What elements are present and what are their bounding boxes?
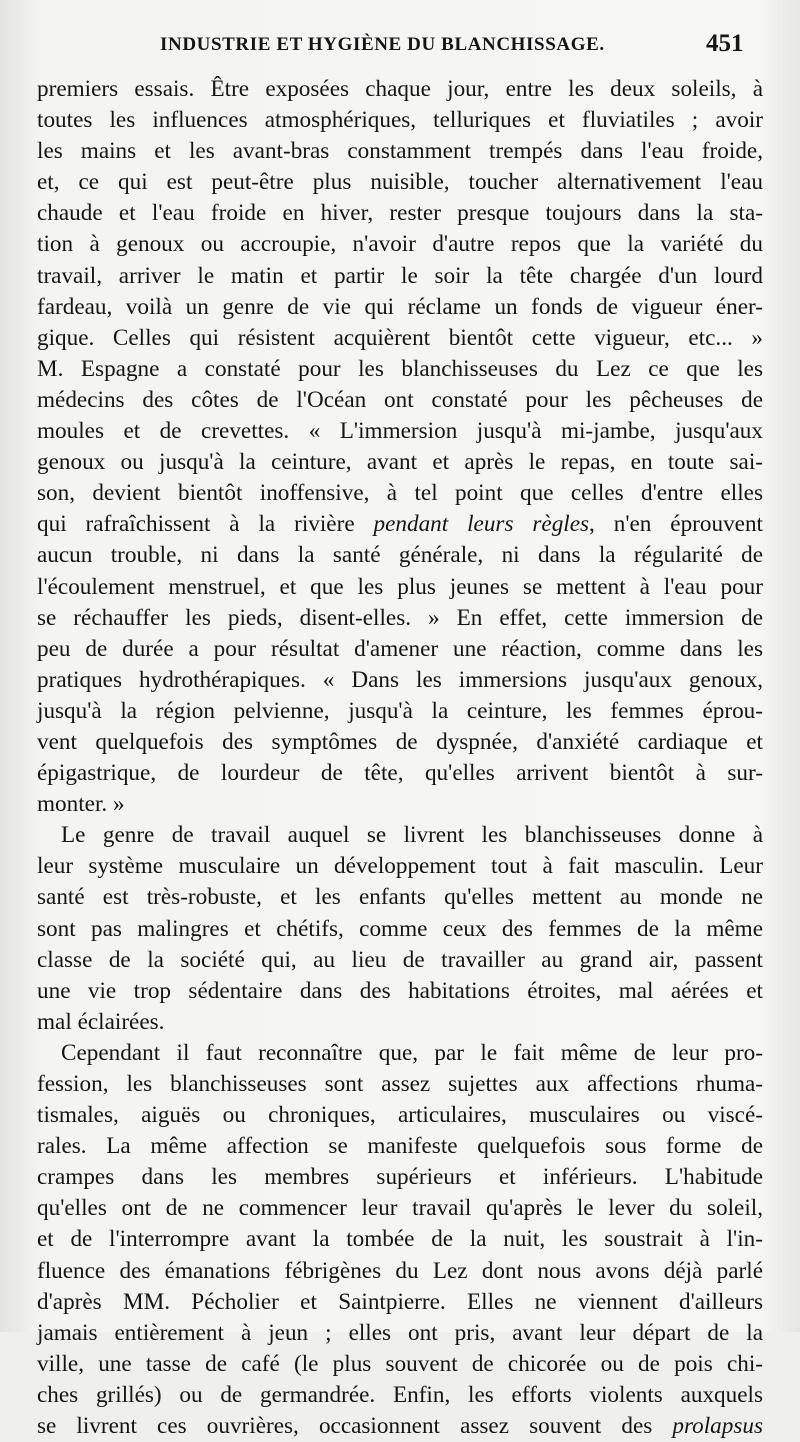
- text-line: [37, 478, 763, 509]
- text-segment: rales. La même affection se manifeste quelquefois sous forme de: [37, 1133, 763, 1160]
- text-segment: premiers essais. Être exposées chaque jour, entre les deux soleils, à: [37, 76, 763, 102]
- text-segment: médecins des côtes de l'Océan ont constaté pour les pêcheuses de: [37, 386, 763, 413]
- text-segment: jusqu'à la région pelvienne, jusqu'à la ceinture, les femmes éprou-: [37, 697, 763, 724]
- text-segment: aucun trouble, ni dans la santé générale, ni dans la régularité de: [37, 542, 763, 569]
- text-line: [37, 727, 763, 758]
- text-line: [37, 416, 763, 447]
- text-line: [37, 914, 763, 945]
- text-segment: peu de durée a pour résultat d'amener une réaction, comme dans les: [37, 635, 763, 662]
- text-line: [37, 945, 763, 976]
- text-line: [37, 1380, 763, 1411]
- text-segment: santé est très-robuste, et les enfants qu'elles mettent au monde ne: [37, 884, 763, 911]
- text-segment: son, devient bientôt inoffensive, à tel point que celles d'entre elles: [37, 480, 763, 507]
- text-segment: vent quelquefois des symptômes de dyspnée, d'anxiété cardiaque et: [37, 728, 763, 755]
- text-line: [37, 385, 763, 416]
- text-line: [37, 1100, 763, 1131]
- text-segment: l'écoulement menstruel, et que les plus jeunes se mettent à l'eau pour: [37, 573, 763, 600]
- text-segment: Cependant il faut reconnaître que, par le fait même de leur pro-: [61, 1039, 763, 1066]
- text-line: [37, 1287, 763, 1318]
- text-segment: gique. Celles qui résistent acquièrent bientôt cette vigueur, etc... »: [37, 324, 763, 351]
- text-line: [37, 1131, 763, 1162]
- text-segment: classe de la société qui, au lieu de travailler au grand air, passent: [37, 946, 763, 973]
- text-line: [37, 976, 763, 1007]
- text-line: [37, 696, 763, 727]
- text-line: [37, 851, 763, 882]
- text-line: [37, 1411, 763, 1442]
- text-segment: , n'en éprouvent: [589, 511, 763, 538]
- text-line: [37, 1162, 763, 1193]
- text-line: [37, 74, 763, 105]
- text-segment: fardeau, voilà un genre de vie qui réclame un fonds de vigueur éner-: [37, 293, 763, 320]
- text-line: [37, 540, 763, 571]
- text-line: [37, 509, 763, 540]
- text-line: [37, 1224, 763, 1255]
- text-line: [37, 1318, 763, 1349]
- text-segment: et de l'interrompre avant la tombée de la nuit, les soustrait à l'in-: [37, 1226, 763, 1253]
- text-segment: les mains et les avant-bras constamment trempés dans l'eau froide,: [37, 138, 763, 165]
- text-segment: pratiques hydrothérapiques. « Dans les immersions jusqu'aux genoux,: [37, 666, 763, 693]
- page-header: [0, 30, 800, 64]
- text-segment: tion à genoux ou accroupie, n'avoir d'autre repos que la variété du: [37, 231, 763, 258]
- text-line: [37, 136, 763, 167]
- text-segment: toutes les influences atmosphériques, telluriques et fluviatiles ; avoir: [37, 107, 763, 134]
- body-text: [37, 74, 763, 1442]
- text-line: [37, 105, 763, 136]
- text-line: [37, 665, 763, 696]
- text-segment: se réchauffer les pieds, disent-elles. » En effet, cette immersion de: [37, 604, 763, 631]
- text-line: [37, 167, 763, 198]
- text-line: [37, 447, 763, 478]
- text-segment: sont pas malingres et chétifs, comme ceux des femmes de la même: [37, 915, 763, 942]
- text-segment: genoux ou jusqu'à la ceinture, avant et après le repas, en toute sai-: [37, 449, 763, 476]
- text-line: [37, 1038, 763, 1069]
- text-line: [37, 634, 763, 665]
- running-title: INDUSTRIE ET HYGIÈNE DU BLANCHISSAGE.: [160, 34, 605, 55]
- text-segment: jamais entièrement à jeun ; elles ont pris, avant leur départ de la: [37, 1319, 763, 1346]
- text-segment: une vie trop sédentaire dans des habitations étroites, mal aérées et: [37, 977, 763, 1004]
- text-segment: fluence des émanations fébrigènes du Lez dont nous avons déjà parlé: [37, 1257, 763, 1284]
- text-line: [37, 1007, 763, 1038]
- text-segment: travail, arriver le matin et partir le soir la tête chargée d'un lourd: [37, 262, 763, 289]
- text-line: [37, 354, 763, 385]
- text-segment: monter. »: [37, 791, 125, 818]
- text-line: [37, 820, 763, 851]
- text-segment: chaude et l'eau froide en hiver, rester presque toujours dans la sta-: [37, 200, 763, 227]
- text-segment: mal éclairées.: [37, 1008, 165, 1035]
- text-line: [37, 229, 763, 260]
- text-segment: ches grillés) ou de germandrée. Enfin, les efforts violents auxquels: [37, 1381, 763, 1408]
- text-line: [37, 323, 763, 354]
- text-segment: crampes dans les membres supérieurs et inférieurs. L'habitude: [37, 1164, 763, 1191]
- text-segment: M. Espagne a constaté pour les blanchisseuses du Lez ce que les: [37, 355, 763, 382]
- text-segment: d'après MM. Pécholier et Saintpierre. Elles ne viennent d'ailleurs: [37, 1288, 763, 1315]
- text-line: [37, 882, 763, 913]
- text-line: [37, 1069, 763, 1100]
- text-segment: qu'elles ont de ne commencer leur travail qu'après le lever du soleil,: [37, 1195, 763, 1222]
- text-segment: Le genre de travail auquel se livrent les blanchisseuses donne à: [61, 822, 763, 849]
- text-line: [37, 603, 763, 634]
- text-segment: épigastrique, de lourdeur de tête, qu'elles arrivent bientôt à sur-: [37, 760, 763, 787]
- italic-text: pendant leurs règles: [373, 511, 590, 538]
- text-line: [37, 1349, 763, 1380]
- text-line: [37, 1193, 763, 1224]
- text-line: [37, 292, 763, 323]
- text-segment: ville, une tasse de café (le plus souvent de chicorée ou de pois chi-: [37, 1350, 763, 1377]
- text-line: [37, 789, 763, 820]
- text-line: [37, 572, 763, 603]
- text-segment: fession, les blanchisseuses sont assez sujettes aux affections rhuma-: [37, 1071, 763, 1097]
- text-line: [37, 198, 763, 229]
- text-line: [37, 1256, 763, 1287]
- italic-text: prolapsus: [672, 1413, 763, 1440]
- text-segment: leur système musculaire un développement tout à fait masculin. Leur: [37, 853, 763, 880]
- page-number: 451: [706, 30, 744, 57]
- text-line: [37, 261, 763, 292]
- text-segment: se livrent ces ouvrières, occasionnent assez souvent des: [37, 1413, 673, 1440]
- text-segment: tismales, aiguës ou chroniques, articulaires, musculaires ou viscé-: [37, 1102, 763, 1129]
- text-segment: et, ce qui est peut-être plus nuisible, toucher alternativement l'eau: [37, 169, 763, 196]
- text-segment: moules et de crevettes. « L'immersion jusqu'à mi-jambe, jusqu'aux: [37, 418, 763, 445]
- text-segment: qui rafraîchissent à la rivière: [37, 511, 374, 538]
- text-line: [37, 758, 763, 789]
